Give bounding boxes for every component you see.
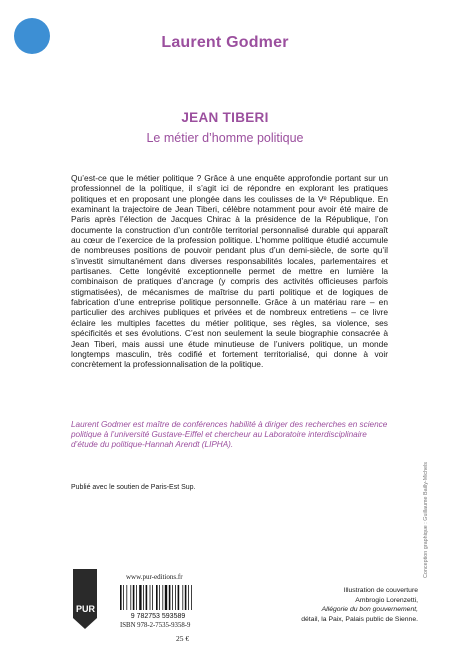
barcode-icon [116, 584, 200, 620]
author-name: Laurent Godmer [161, 34, 289, 51]
summary-text: Qu’est-ce que le métier politique ? Grâce à une enquête approfondie portant sur un professionnel de la politique, il s’agit ici de répondre en explorant les pratiques politiques et en proposant une plongée dans les coulisses de la Vᵉ République. En examinant la trajectoire de Jean Tiberi, célèbre notamment pour avoir été maire de Paris après l’élection de Jacques Chirac à la présidence de la République, l’on documente la construction d’un contrôle territorial personnalisé durable qui apparaît au cœur de l’exercice de la profession politique. L’homme politique étudié accumule de nombreuses positions de pouvoir pendant plus d’un demi-siècle, de sorte qu’il s’investit simultanément dans diverses responsabilités locales, parlementaires et partisanes. Cette longévité exceptionnelle permet de mettre en lumière la combinaison de pratiques d’ancrage (y compris des activités officieuses parfois stigmatisées), de mécanismes de maîtrise du parti politique et de logiques de fabrication d’une entreprise politique personnelle. Grâce à un matériau rare – en particulier des archives publiques et privées et de nombreux entretiens – ce livre éclaire les multiples facettes du métier politique, ses règles, sa violence, ses spécificités et ses évolutions. C’est non seulement la seule biographie consacrée à Jean Tiberi, mais aussi une étude minutieuse de l’univers politique, un monde longtemps masculin, très codifié et fortement territorialisé, qui donne à voir concrètement la professionnalisation de la politique. [71, 173, 388, 370]
book-title: JEAN TIBERI [181, 110, 269, 125]
barcode-digits: 9 782753 593589 [130, 613, 186, 620]
cover-illustration-credit [258, 586, 418, 624]
author-bio: Laurent Godmer est maître de conférences habilité à diriger des recherches en science politique à l’université Gustave-Eiffel et chercheur au Laboratoire interdisciplinaire d’étude du politique-Hannah Arendt (LIPHA). [71, 420, 388, 450]
design-credit [421, 455, 431, 585]
cover-credit-line: Ambrogio Lorenzetti, [355, 596, 418, 604]
book-subtitle: Le métier d’homme politique [146, 131, 304, 145]
cover-credit-line: Illustration de couverture [343, 587, 418, 594]
cover-credit-line: détail, la Paix, Palais public de Sienne. [301, 615, 418, 623]
pur-logo-text: PUR [75, 604, 96, 614]
support-note: Publié avec le soutien de Paris-Est Sup. [71, 484, 196, 491]
pur-logo-icon [72, 568, 99, 630]
design-credit-text: Conception graphique : Guillaume Bailly-Michels [423, 462, 429, 578]
isbn: ISBN 978-2-7535-9358-9 [120, 622, 191, 629]
cover-credit-artwork: Allégorie du bon gouvernement, [321, 606, 418, 614]
publisher-url: www.pur-editions.fr [126, 573, 183, 581]
price: 25 € [176, 634, 190, 643]
